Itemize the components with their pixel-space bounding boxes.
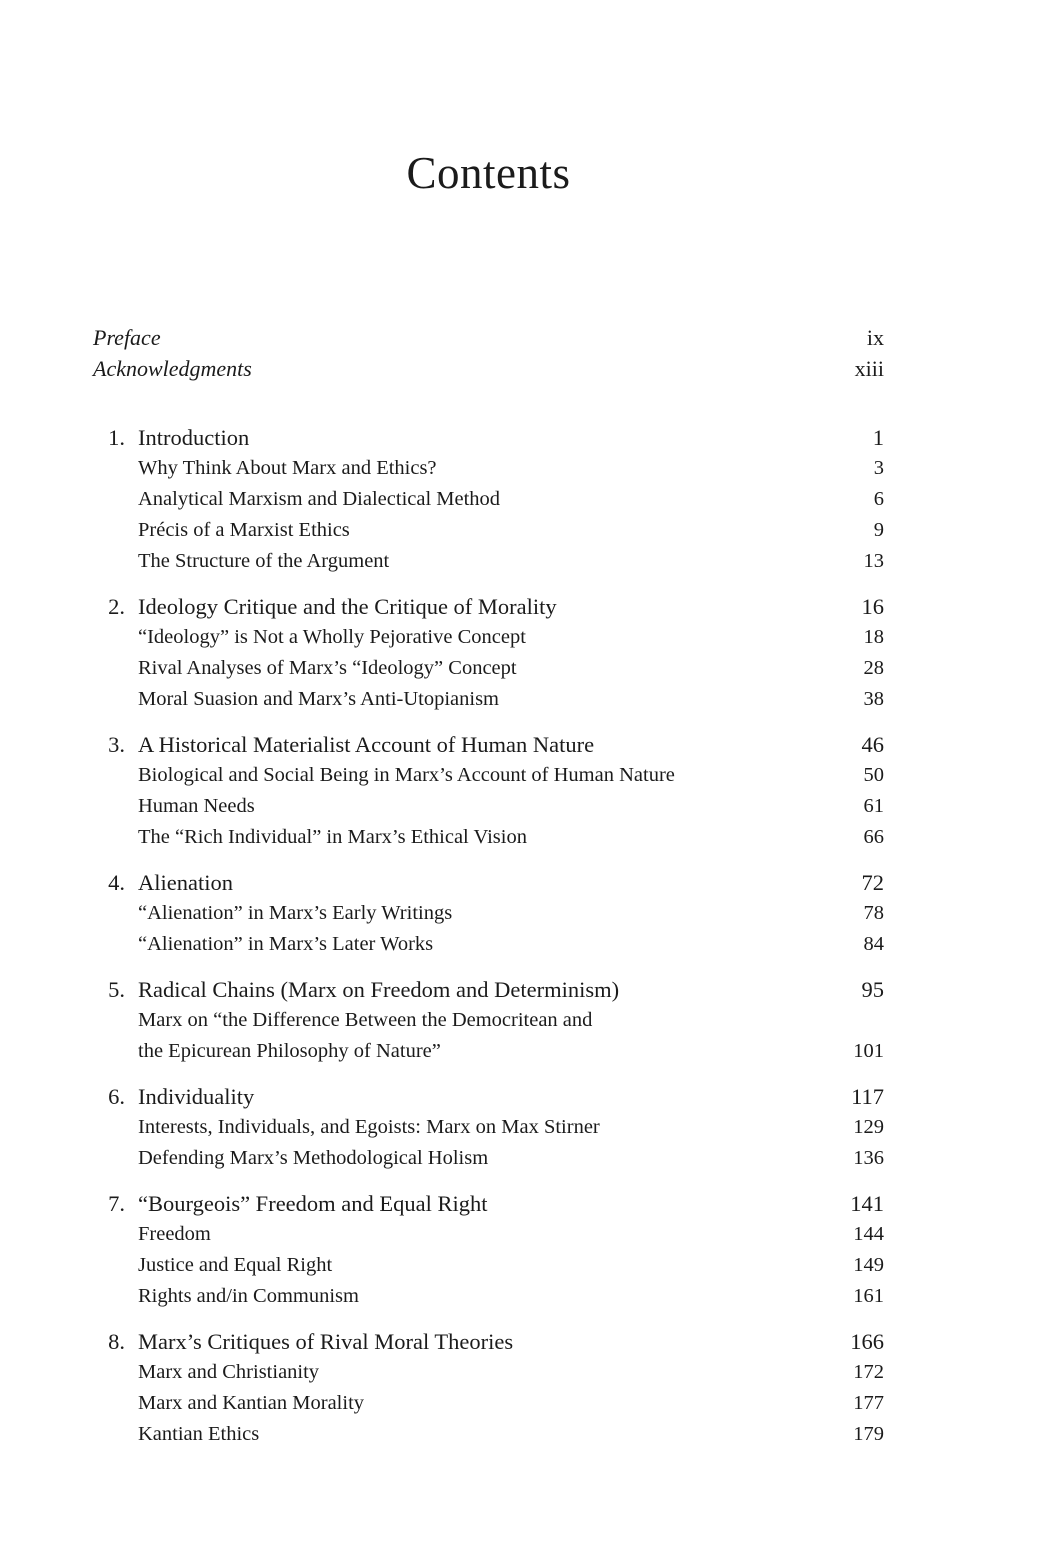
section-page-number: 66 [863,826,884,848]
chapter-number: 2. [108,594,125,619]
section-title: Marx and Kantian Morality [138,1392,365,1414]
chapter-page-number: 95 [861,977,884,1002]
chapter-title: Individuality [138,1084,255,1109]
chapter-group-7 [93,1188,884,1312]
section-title: Rights and/in Communism [138,1285,359,1307]
entry-label: Preface [93,325,161,350]
section-page-number: 101 [853,1040,884,1062]
toc-section-row [93,684,884,715]
toc-chapter-row [93,867,884,898]
toc-section-row [93,1219,884,1250]
chapter-group-5 [93,974,884,1067]
section-title: Moral Suasion and Marx’s Anti-Utopianism [138,688,500,710]
section-page-number: 6 [873,488,884,510]
entry-page-number: ix [866,325,884,350]
section-page-number: 13 [863,550,884,572]
section-title: Interests, Individuals, and Egoists: Marx on Max Stirner [138,1116,600,1138]
section-title: Freedom [138,1223,211,1245]
toc-section-row [93,1357,884,1388]
section-page-number: 144 [853,1223,884,1245]
section-page-number: 179 [853,1423,884,1445]
section-title: Analytical Marxism and Dialectical Method [138,488,501,510]
section-page-number: 172 [853,1361,884,1383]
section-page-number: 38 [863,688,884,710]
toc-entry-acknowledgments [93,353,884,384]
toc-section-row [93,898,884,929]
section-page-number: 50 [863,764,884,786]
chapter-page-number: 166 [850,1329,884,1354]
chapter-number: 6. [108,1084,125,1109]
toc-section-row [93,515,884,546]
section-title: Rival Analyses of Marx’s “Ideology” Concept [138,657,517,679]
chapter-number: 7. [108,1191,125,1216]
chapter-group-1 [93,422,884,577]
section-page-number: 61 [863,795,884,817]
chapter-page-number: 141 [850,1191,884,1216]
chapter-title: Ideology Critique and the Critique of Morality [138,594,557,619]
section-title: Justice and Equal Right [138,1254,333,1276]
toc-chapter-row [93,591,884,622]
page-title: Contents [406,148,571,198]
section-title: the Epicurean Philosophy of Nature” [138,1040,441,1062]
toc-entry-preface [93,322,884,353]
chapter-group-6 [93,1081,884,1174]
chapter-page-number: 1 [872,425,884,450]
chapter-page-number: 72 [861,870,884,895]
toc-chapter-row [93,422,884,453]
chapter-title: Alienation [138,870,233,895]
toc-section-row [93,546,884,577]
toc-chapter-row [93,974,884,1005]
chapter-number: 1. [108,425,125,450]
toc-section-row [93,1005,884,1036]
toc-section-row [93,1143,884,1174]
section-title: “Ideology” is Not a Wholly Pejorative Concept [138,626,526,648]
chapter-title: A Historical Materialist Account of Human Nature [138,732,595,757]
chapter-page-number: 46 [861,732,884,757]
section-title: Defending Marx’s Methodological Holism [138,1147,489,1169]
chapter-number: 4. [108,870,125,895]
chapter-title: Marx’s Critiques of Rival Moral Theories [138,1329,514,1354]
section-page-number: 9 [873,519,884,541]
toc-chapter-row [93,729,884,760]
toc-section-row-continued [93,1036,884,1067]
section-page-number: 177 [853,1392,884,1414]
chapter-group-4 [93,867,884,960]
section-title: Marx and Christianity [138,1361,320,1383]
chapter-title: Introduction [138,425,250,450]
toc-chapter-row [93,1081,884,1112]
chapter-number: 5. [108,977,125,1002]
toc-section-row [93,1112,884,1143]
toc-section-row [93,653,884,684]
chapter-page-number: 16 [861,594,884,619]
chapter-title: “Bourgeois” Freedom and Equal Right [138,1191,488,1216]
entry-label: Acknowledgments [93,356,252,381]
section-title: The Structure of the Argument [138,550,390,572]
chapter-number: 3. [108,732,125,757]
chapter-group-2 [93,591,884,715]
section-page-number: 136 [853,1147,884,1169]
toc-section-row [93,760,884,791]
section-page-number: 84 [863,933,884,955]
section-page-number: 161 [853,1285,884,1307]
section-title: Biological and Social Being in Marx’s Account of Human Nature [138,764,675,786]
section-page-number: 78 [863,902,884,924]
chapter-group-8 [93,1326,884,1450]
section-page-number: 129 [853,1116,884,1138]
toc-section-row [93,622,884,653]
toc-section-row [93,929,884,960]
toc-section-row [93,1281,884,1312]
chapter-title: Radical Chains (Marx on Freedom and Determinism) [138,977,620,1002]
toc-section-row [93,453,884,484]
section-title: “Alienation” in Marx’s Early Writings [138,902,453,924]
section-title: Kantian Ethics [138,1423,260,1445]
toc-chapter-row [93,1188,884,1219]
entry-page-number: xiii [854,356,884,381]
section-title: The “Rich Individual” in Marx’s Ethical Vision [138,826,527,848]
toc-section-row [93,822,884,853]
section-title: Marx on “the Difference Between the Democritean and [138,1009,593,1031]
toc-chapter-row [93,1326,884,1357]
section-page-number: 28 [863,657,884,679]
toc-section-row [93,791,884,822]
front-matter-list [93,322,884,384]
chapter-page-number: 117 [851,1084,884,1109]
section-page-number: 18 [863,626,884,648]
section-title: “Alienation” in Marx’s Later Works [138,933,434,955]
toc-section-row [93,1388,884,1419]
section-page-number: 149 [853,1254,884,1276]
toc-section-row [93,1419,884,1450]
toc-section-row [93,1250,884,1281]
chapter-group-3 [93,729,884,853]
section-title: Précis of a Marxist Ethics [138,519,350,541]
section-title: Human Needs [138,795,255,817]
section-page-number: 3 [873,457,884,479]
section-title: Why Think About Marx and Ethics? [138,457,437,479]
toc-section-row [93,484,884,515]
chapter-number: 8. [108,1329,125,1354]
